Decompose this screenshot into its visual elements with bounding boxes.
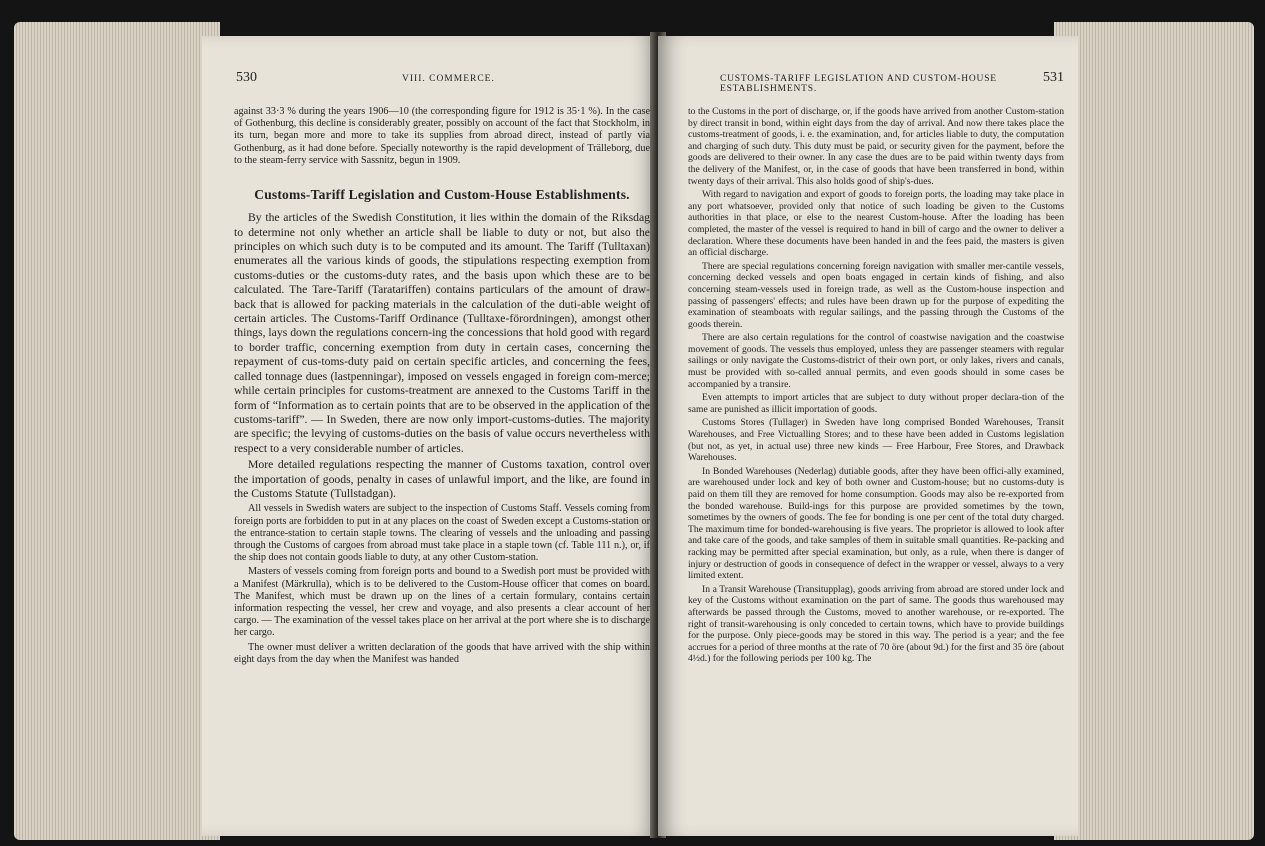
paragraph: Customs Stores (Tullager) in Sweden have long comprised Bonded Warehouses, Transit Warehouses, and Free Victualling Stores; and to these have been added in Customs legislation (but not, as yet, in actual use) three new kinds — Free Harbour, Free Stores, and Drawback Warehouses. <box>688 417 1064 464</box>
paragraph: to the Customs in the port of discharge, or, if the goods have arrived from another Custom-station by direct transit in bond, within eight days from the day of arrival. And now there takes place the customs-treatment of goods, i. e. the examination, and, for articles liable to duty, the computation and charging of such duty. This duty must be paid, or security given for the payment, before the goods are delivered to their owner. In any case the dues are to be paid within twenty days from the delivery of the Manifest, or, in the case of goods that have been transferred in bond, within twenty days of their arrival. This also holds good of ship's-dues. <box>688 106 1064 187</box>
page-number-right: 531 <box>1043 70 1064 85</box>
paragraph: Even attempts to import articles that are subject to duty without proper declara-tion of the same are punished as illicit importation of goods. <box>688 392 1064 415</box>
page-edges-left <box>14 22 220 840</box>
page-number-left: 530 <box>236 70 257 85</box>
paragraph: More detailed regulations respecting the manner of Customs taxation, control over the importation of goods, penalty in cases of unlawful import, and the like, are found in the Customs Statute (Tullstadgan). <box>234 458 650 500</box>
intro-paragraph: against 33·3 % during the years 1906—10 (the corresponding figure for 1912 is 35·1 %). In the case of Gothenburg, this decline is considerably greater, possibly on account of the fact that Stockholm, in its turn, began more and more to take its supplies from abroad direct, instead of partly via Gothenburg, as it had done before. Specially noteworthy is the rapid development of Trälleborg, due to the steam-ferry service with Sassnitz, begun in 1909. <box>234 106 650 166</box>
paragraph: All vessels in Swedish waters are subject to the inspection of Customs Staff. Vessels coming from foreign ports are forbidden to put in at any places on the coast of Sweden except a Customs-station or the entrance-station to certain staple towns. The clearing of vessels and the unloading and passing through the Customs of cargoes from abroad must take place in a staple town (cf. Table 111 n.), or, if the ship does not contain goods liable to duty, at any other Custom-station. <box>234 503 650 564</box>
left-page <box>202 36 658 836</box>
paragraph: There are special regulations concerning foreign navigation with smaller mer-cantile vessels, concerning decked vessels and open boats engaged in certain kinds of fishing, and also concerning steam-vessels used in foreign trade, as well as the Custom-house inspection and passing of passengers' effects; and rules have been drawn up for the purpose of expediting the examination of steamboats with regular sailings, and the passing through the Customs of the goods therein. <box>688 260 1064 330</box>
paragraph: The owner must deliver a written declaration of the goods that have arrived with the ship within eight days from the day when the Manifest was handed <box>234 641 650 665</box>
running-head-left: VIII. COMMERCE. <box>402 74 495 84</box>
right-page <box>658 36 1078 836</box>
section-heading: Customs-Tariff Legislation and Custom-House Establishments. <box>254 187 630 203</box>
paragraph: Masters of vessels coming from foreign ports and bound to a Swedish port must be provided with a Manifest (Märkrulla), which is to be delivered to the Custom-House officer that comes on board. The Manifest, which must be drawn up on the lines of a certain formulary, contains certain information respecting the vessel, her crew and voyage, and also presents a clear account of her cargo. — The examination of the vessel takes place on her arrival at the port where she is to discharge her cargo. <box>234 566 650 639</box>
paragraph: There are also certain regulations for the control of coastwise navigation and the coastwise movement of goods. The vessels thus employed, unless they are passenger steamers with regular sailings or only navigate the Customs-district of their own port, or only lakes, rivers and canals, must be provided with so-called annual permits, and even goods should in some cases be accompanied by a transire. <box>688 332 1064 390</box>
running-head-right: CUSTOMS-TARIFF LEGISLATION AND CUSTOM-HOUSE ESTABLISHMENTS. <box>720 74 997 94</box>
right-page-text <box>688 106 1064 667</box>
paragraph: By the articles of the Swedish Constitution, it lies within the domain of the Riksdag to determine not only whether an article shall be liable to duty or not, but also the principles on which such duty is to be computed and its amount. The Tariff (Tulltaxan) enumerates all the various kinds of goods, the stipulations respecting exemption from customs-duties or the customs-duty rates, and the basis upon which these are to be calculated. The Tare-Tariff (Taratariffen) contains particulars of the amount of draw-back that is allowed for packing materials in the calculation of the duti-able weight of certain articles. The Customs-Tariff Ordinance (Tulltaxe-förordningen), amongst other things, lays down the regulations concern-ing the concessions that hold good with regard to border traffic, concerning exemption from duty in certain cases, concerning the repayment of cus-toms-duty paid on certain specific articles, and concerning the fees, called tonnage dues (lastpenningar), imposed on vessels engaged in foreign com-merce; while certain principles for customs-treatment are annexed to the Customs Tariff in the form of “Information as to certain points that are to be observed in the application of the customs-tariff”. — In Sweden, there are now only import-customs-duties. The majority are specific; the levying of customs-duties on the basis of value occurs nevertheless with respect to a very considerable number of articles. <box>234 211 650 455</box>
paragraph: In a Transit Warehouse (Transitupplag), goods arriving from abroad are stored under lock and key of the Customs without examination on the part of same. The goods thus warehoused may afterwards be passed through the Customs, moved to another warehouse, or re-exported. The right of transit-warehousing is only conceded to certain towns, which have to provide buildings for the purpose. Only piece-goods may be stored in this way. The period is a year; and the fee accrues for a period of three months at the rate of 70 öre (about 9d.) for the first and 35 öre (about 4½d.) for the following periods per 100 kg. The <box>688 583 1064 665</box>
page-edges-right <box>1054 22 1254 840</box>
paragraph: In Bonded Warehouses (Nederlag) dutiable goods, after they have been offici-ally examined, are warehoused under lock and key of both owner and Custom-house; but no customs-duty is paid on them till they are removed for home consumption. Goods may also be re-exported from the bonded warehouse. Build-ings for this purpose are provided sometimes by the town, sometimes by the owners of goods. The fee for bonding is one per cent of the total duty charged. The maximum time for bonded-warehousing is five years. The proprietor is allowed to look after and take care of the goods, and take samples of them in suitable small quantities. Re-packing and racking may be permitted after special examination, but only, as a rule, when there is danger of injury or destruction of goods in consequence of defect in the wrapper or vessel, always to a very limited extent. <box>688 465 1064 582</box>
open-book <box>14 22 1254 840</box>
left-page-text <box>234 106 650 668</box>
paragraph: With regard to navigation and export of goods to foreign ports, the loading may take place in any port whatsoever, provided only that notice of such loading be given to the Customs authorities in that place, or else to the nearest Custom-house. After the loading has been completed, the master of the vessel is required to hand in bill of cargo and the owner to deliver a declaration. Where these documents have been handed in and the fees paid, the masters is given an official discharge. <box>688 189 1064 259</box>
